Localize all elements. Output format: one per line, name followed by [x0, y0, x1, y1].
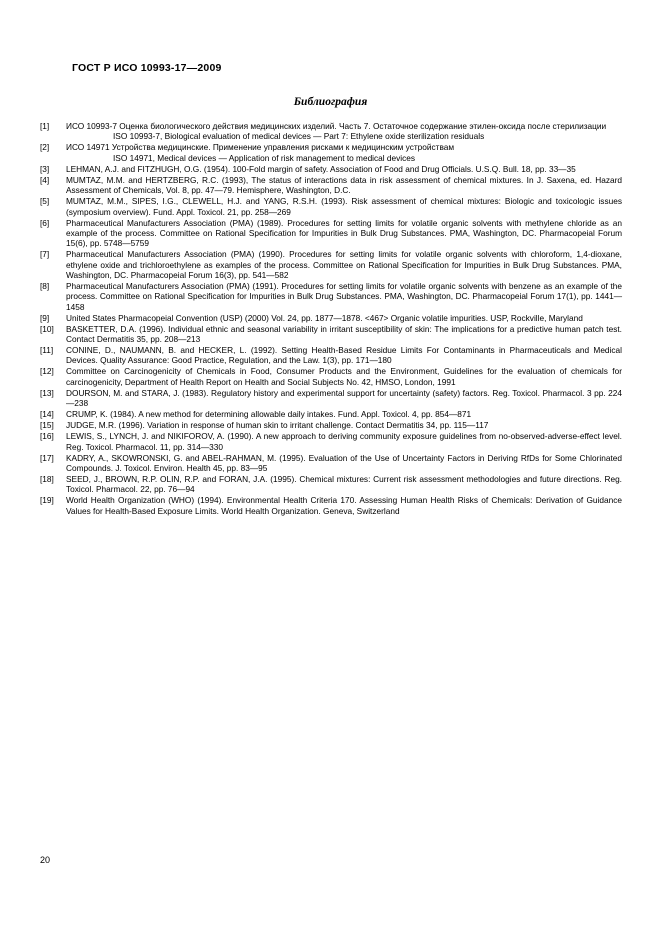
reference-main: ИСО 10993-7 Оценка биологического действия медицинских изделий. Часть 7. Остаточное содержание этилен-оксида после стерилизации [66, 121, 607, 131]
reference-number: [7] [40, 249, 50, 260]
page-number: 20 [40, 855, 51, 865]
reference-number: [4] [40, 174, 50, 185]
list-item [40, 218, 622, 249]
reference-text: World Health Organization (WHO) (1994). Environmental Health Criteria 170. Assessing Human Health Risks of Chemicals: Derivation of Guidance Values for Health-Based Exposure Limits. World Health Organization. Geneva, Switzerland [66, 495, 622, 516]
reference-number: [19] [40, 495, 54, 506]
reference-text: SEED, J., BROWN, R.P. OLIN, R.P. and FORAN, J.A. (1995). Chemical mixtures: Current risk assessment methodologies and future directions. Reg. Toxicol. Pharmacol. 22, pp. 76—94 [66, 474, 622, 495]
reference-text: MUMTAZ, M.M. and HERTZBERG, R.C. (1993), The status of interactions data in risk assessment of chemical mixtures. In J. Saxena, ed. Hazard Assessment of Chemicals, Vol. 8, pp. 47—79. Hemisphere, Washington, D.C. [66, 174, 622, 196]
reference-text: LEWIS, S., LYNCH, J. and NIKIFOROV, A. (1990). A new approach to deriving community exposure guidelines from no-observed-adverse-effect level. Reg. Toxicol. Pharmacol. 11, pp. 314—330 [66, 431, 622, 452]
list-item [40, 164, 622, 174]
reference-main: ИСО 14971 Устройства медицинские. Применение управления рисками к медицинским устройствам [66, 142, 455, 153]
list-item [40, 175, 622, 196]
list-item [40, 121, 622, 142]
reference-sub: ISO 10993-7, Biological evaluation of medical devices — Part 7: Ethylene oxide sterilization residuals [113, 131, 485, 142]
reference-number: [14] [40, 409, 54, 420]
reference-number: [13] [40, 387, 54, 398]
reference-text: Pharmaceutical Manufacturers Association (PMA) (1989). Procedures for setting limits for volatile organic solvents with methylene chloride as an example of the process. Committee on Rational Specification for Impurities in Bulk Drug Substances. PMA, Washington, DC. Pharmacopeial Forum 15(6), pp. 5748—5759 [66, 217, 622, 249]
section-title: Библиография [293, 96, 368, 108]
list-item [40, 366, 622, 387]
list-item [40, 345, 622, 366]
reference-text: Pharmaceutical Manufacturers Association (PMA) (1990). Procedures for setting limits for volatile organic solvents with chloroform, 1,4-dioxane, ethylene oxide and trichloroethylene as examples of the process. Committee on Rational Specification for Impurities in Bulk Drug Substances. PMA, Washington, DC. Pharmacopeial Forum 16(3), pp. 541—582 [66, 249, 622, 280]
reference-text: Committee on Carcinogenicity of Chemicals in Food, Consumer Products and the Environment, Guidelines for the evaluation of chemicals for carcinogenicity, Department of Health Report on Health and Social Subjects No. 42, HMSO, London, 1991 [66, 366, 622, 387]
list-item [40, 249, 622, 280]
list-item [40, 474, 622, 495]
list-item [40, 313, 622, 323]
reference-text: MUMTAZ, M.M., SIPES, I.G., CLEWELL, H.J. and YANG, R.S.H. (1993). Risk assessment of chemical mixtures: Biologic and toxicologic issues (symposium overview). Fund. Appl. Toxicol. 21, pp. 258—269 [66, 196, 622, 217]
reference-number: [16] [40, 431, 54, 442]
list-item [40, 388, 622, 409]
reference-number: [2] [40, 142, 50, 153]
reference-text: JUDGE, M.R. (1996). Variation in response of human skin to irritant challenge. Contact Dermatitis 34, pp. 115—117 [66, 420, 489, 431]
reference-number: [6] [40, 217, 50, 228]
bibliography-list [40, 121, 622, 517]
reference-text: CONINE, D., NAUMANN, B. and HECKER, L. (1992). Setting Health-Based Residue Limits For Contaminants in Pharmaceuticals and Medical Devices. Quality Assurance: Good Practice, Regulation, and the Law. 1(3), pp. 171—180 [66, 345, 622, 366]
reference-number: [15] [40, 420, 54, 431]
reference-number: [10] [40, 323, 54, 334]
reference-number: [9] [40, 312, 50, 323]
reference-text [66, 142, 622, 163]
reference-number: [8] [40, 280, 50, 291]
reference-number: [12] [40, 366, 54, 377]
reference-number: [11] [40, 345, 54, 356]
reference-text [66, 121, 622, 142]
list-item [40, 142, 622, 163]
reference-text: CRUMP, K. (1984). A new method for determining allowable daily intakes. Fund. Appl. Toxicol. 4, pp. 854—871 [66, 409, 472, 420]
list-item [40, 196, 622, 217]
page-header: ГОСТ Р ИСО 10993-17—2009 [72, 62, 222, 74]
list-item [40, 281, 622, 312]
reference-number: [3] [40, 163, 50, 174]
list-item [40, 495, 622, 516]
reference-number: [5] [40, 196, 50, 207]
reference-text: KADRY, A., SKOWRONSKI, G. and ABEL-RAHMAN, M. (1995). Evaluation of the Use of Uncertainty Factors in Deriving RfDs for Some Chlorinated Compounds. J. Toxicol. Environ. Health 45, pp. 83—95 [66, 452, 622, 473]
reference-text: LEHMAN, A.J. and FITZHUGH, O.G. (1954). 100-Fold margin of safety. Association of Food and Drug Officials. U.S.Q. Bull. 18, pp. 33—35 [66, 163, 576, 174]
list-item [40, 431, 622, 452]
reference-number: [18] [40, 474, 54, 485]
list-item [40, 409, 622, 419]
reference-text: Pharmaceutical Manufacturers Association (PMA) (1991). Procedures for setting limits for volatile organic solvents with benzene as an example of the process. Committee on Rational Specification for Impurities in Bulk Drug Substances. PMA, Washington, DC. Pharmacopeial Forum 17(1), pp. 1441—1458 [66, 280, 622, 312]
list-item [40, 324, 622, 345]
list-item [40, 453, 622, 474]
reference-sub: ISO 14971, Medical devices — Application of risk management to medical devices [113, 152, 416, 163]
reference-number: [1] [40, 121, 50, 131]
reference-text: BASKETTER, D.A. (1996). Individual ethnic and seasonal variability in irritant susceptibility of skin: The implications for a predictive human patch test. Contact Dermatitis 35, pp. 208—213 [66, 323, 622, 345]
reference-text: United States Pharmacopeial Convention (USP) (2000) Vol. 24, pp. 1877—1878. <467> Organic volatile impurities. USP, Rockville, Maryland [66, 312, 583, 323]
reference-number: [17] [40, 452, 54, 463]
list-item [40, 420, 622, 430]
reference-text: DOURSON, M. and STARA, J. (1983). Regulatory history and experimental support for uncertainty (safety) factors. Reg. Toxicol. Pharmacol. 3 pp. 224—238 [66, 387, 622, 409]
